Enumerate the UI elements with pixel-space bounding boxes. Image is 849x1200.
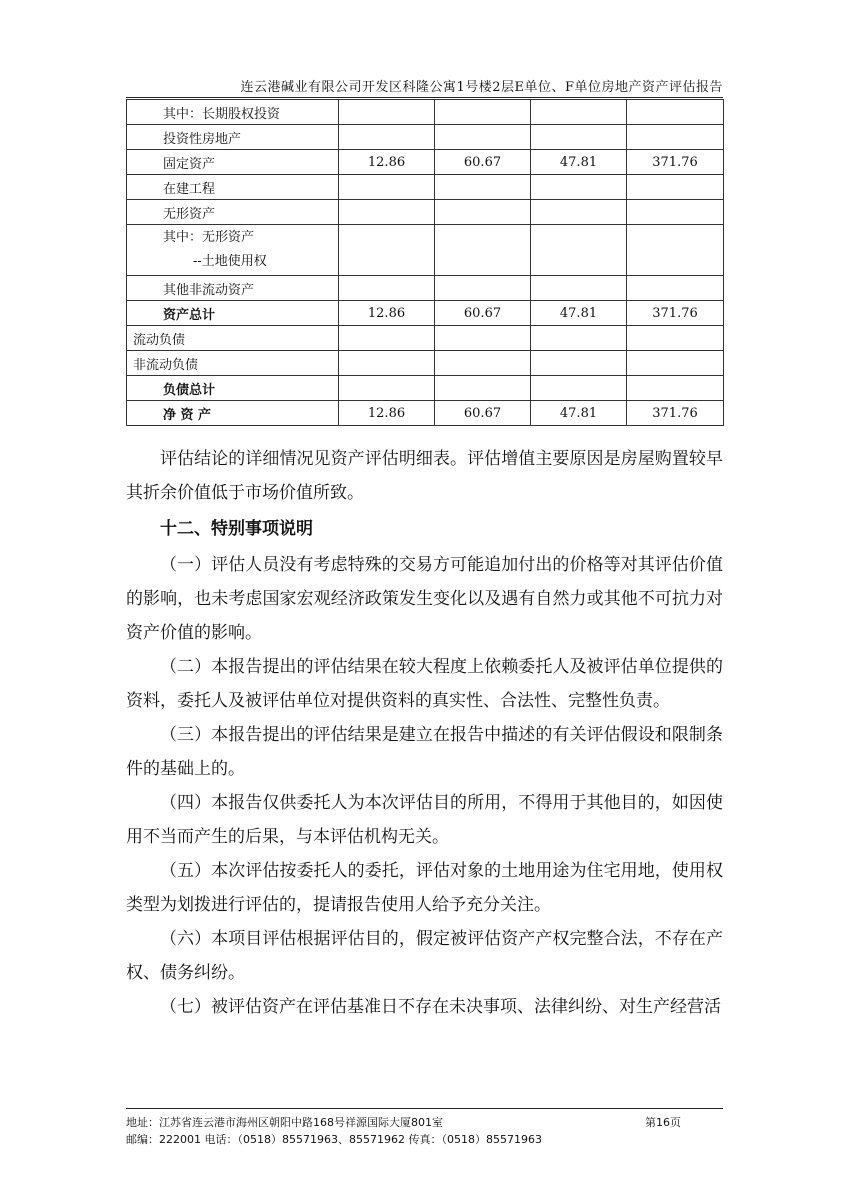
table-row bbox=[127, 301, 724, 326]
cell bbox=[435, 326, 531, 351]
table-row bbox=[127, 326, 724, 351]
cell bbox=[627, 125, 724, 150]
table-row bbox=[127, 276, 724, 301]
cell bbox=[339, 276, 435, 301]
row-label: 在建工程 bbox=[127, 175, 339, 200]
cell bbox=[627, 376, 724, 401]
table-row bbox=[127, 175, 724, 200]
cell bbox=[531, 276, 627, 301]
cell bbox=[339, 225, 435, 276]
footer-address: 地址：江苏省连云港市海州区朝阳中路168号祥源国际大厦801室 bbox=[126, 1116, 443, 1129]
table-row bbox=[127, 376, 724, 401]
cell: 12.86 bbox=[339, 301, 435, 326]
cell: 12.86 bbox=[339, 401, 435, 426]
row-label: 负债总计 bbox=[127, 376, 339, 401]
section-heading: 十二、特别事项说明 bbox=[160, 519, 313, 539]
conclusion-paragraph: 评估结论的详细情况见资产评估明细表。评估增值主要原因是房屋购置较早其折余价值低于市场价值所致。 bbox=[126, 449, 723, 503]
cell bbox=[435, 276, 531, 301]
cell: 60.67 bbox=[435, 401, 531, 426]
cell bbox=[339, 351, 435, 376]
row-label: 无形资产 bbox=[127, 200, 339, 225]
cell bbox=[531, 125, 627, 150]
row-label: 资产总计 bbox=[127, 301, 339, 326]
paragraph: （六）本项目评估根据评估目的，假定被评估资产产权完整合法，不存在产权、债务纠纷。 bbox=[126, 929, 723, 983]
table-row bbox=[127, 125, 724, 150]
cell: 47.81 bbox=[531, 150, 627, 175]
cell bbox=[531, 175, 627, 200]
paragraph: （五）本次评估按委托人的委托，评估对象的土地用途为住宅用地，使用权类型为划拨进行评估的，提请报告使用人给予充分关注。 bbox=[126, 861, 723, 915]
cell bbox=[339, 100, 435, 125]
table-row bbox=[127, 200, 724, 225]
page-number: 第16页 bbox=[645, 1116, 681, 1129]
cell: 371.76 bbox=[627, 301, 724, 326]
row-label: 固定资产 bbox=[127, 150, 339, 175]
cell: 12.86 bbox=[339, 150, 435, 175]
cell: 47.81 bbox=[531, 401, 627, 426]
cell bbox=[435, 351, 531, 376]
cell bbox=[435, 175, 531, 200]
row-label: 其他非流动资产 bbox=[127, 276, 339, 301]
paragraph: （四）本报告仅供委托人为本次评估目的所用，不得用于其他目的，如因使用不当而产生的后果，与本评估机构无关。 bbox=[126, 793, 723, 847]
cell: 60.67 bbox=[435, 150, 531, 175]
cell: 60.67 bbox=[435, 301, 531, 326]
cell bbox=[435, 200, 531, 225]
cell bbox=[435, 376, 531, 401]
row-label-sub: --土地使用权 bbox=[193, 254, 267, 269]
footer bbox=[126, 1114, 542, 1148]
special-items-block bbox=[126, 548, 723, 1024]
cell bbox=[339, 376, 435, 401]
page-header: 连云港碱业有限公司开发区科隆公寓1号楼2层E单位、F单位房地产资产评估报告 bbox=[240, 80, 723, 95]
row-label: 其中：长期股权投资 bbox=[127, 100, 339, 125]
row-label: 非流动负债 bbox=[127, 351, 339, 376]
cell bbox=[531, 200, 627, 225]
cell: 371.76 bbox=[627, 401, 724, 426]
footer-contact: 邮编：222001 电话：（0518）85571963、85571962 传真：（0518）85571963 bbox=[126, 1133, 542, 1146]
cell bbox=[531, 351, 627, 376]
cell bbox=[435, 225, 531, 276]
cell bbox=[339, 125, 435, 150]
footer-rule bbox=[126, 1108, 723, 1109]
table-row bbox=[127, 351, 724, 376]
row-label bbox=[127, 225, 339, 276]
cell bbox=[531, 326, 627, 351]
cell bbox=[627, 276, 724, 301]
row-label-main: 其中：无形资产 bbox=[163, 230, 255, 245]
cell bbox=[627, 100, 724, 125]
header-rule bbox=[126, 97, 723, 98]
paragraph: （三）本报告提出的评估结果是建立在报告中描述的有关评估假设和限制条件的基础上的。 bbox=[126, 725, 723, 779]
cell bbox=[627, 175, 724, 200]
cell bbox=[339, 326, 435, 351]
cell bbox=[435, 125, 531, 150]
cell bbox=[435, 100, 531, 125]
table-row bbox=[127, 150, 724, 175]
cell bbox=[531, 225, 627, 276]
cell bbox=[339, 200, 435, 225]
cell bbox=[531, 100, 627, 125]
cell bbox=[627, 326, 724, 351]
cell bbox=[627, 351, 724, 376]
cell: 47.81 bbox=[531, 301, 627, 326]
paragraph: （二）本报告提出的评估结果在较大程度上依赖委托人及被评估单位提供的资料，委托人及被评估单位对提供资料的真实性、合法性、完整性负责。 bbox=[126, 657, 723, 711]
paragraph: （七）被评估资产在评估基准日不存在未决事项、法律纠纷、对生产经营活 bbox=[160, 997, 721, 1017]
cell bbox=[627, 225, 724, 276]
table-row bbox=[127, 100, 724, 125]
row-label: 净 资 产 bbox=[127, 401, 339, 426]
asset-summary-table bbox=[126, 99, 724, 426]
table-row bbox=[127, 401, 724, 426]
cell bbox=[531, 376, 627, 401]
table-row bbox=[127, 225, 724, 276]
cell: 371.76 bbox=[627, 150, 724, 175]
paragraph: （一）评估人员没有考虑特殊的交易方可能追加付出的价格等对其评估价值的影响，也未考虑国家宏观经济政策发生变化以及遇有自然力或其他不可抗力对资产价值的影响。 bbox=[126, 555, 723, 643]
row-label: 流动负债 bbox=[127, 326, 339, 351]
row-label: 投资性房地产 bbox=[127, 125, 339, 150]
cell bbox=[339, 175, 435, 200]
conclusion-block bbox=[126, 442, 723, 510]
cell bbox=[627, 200, 724, 225]
